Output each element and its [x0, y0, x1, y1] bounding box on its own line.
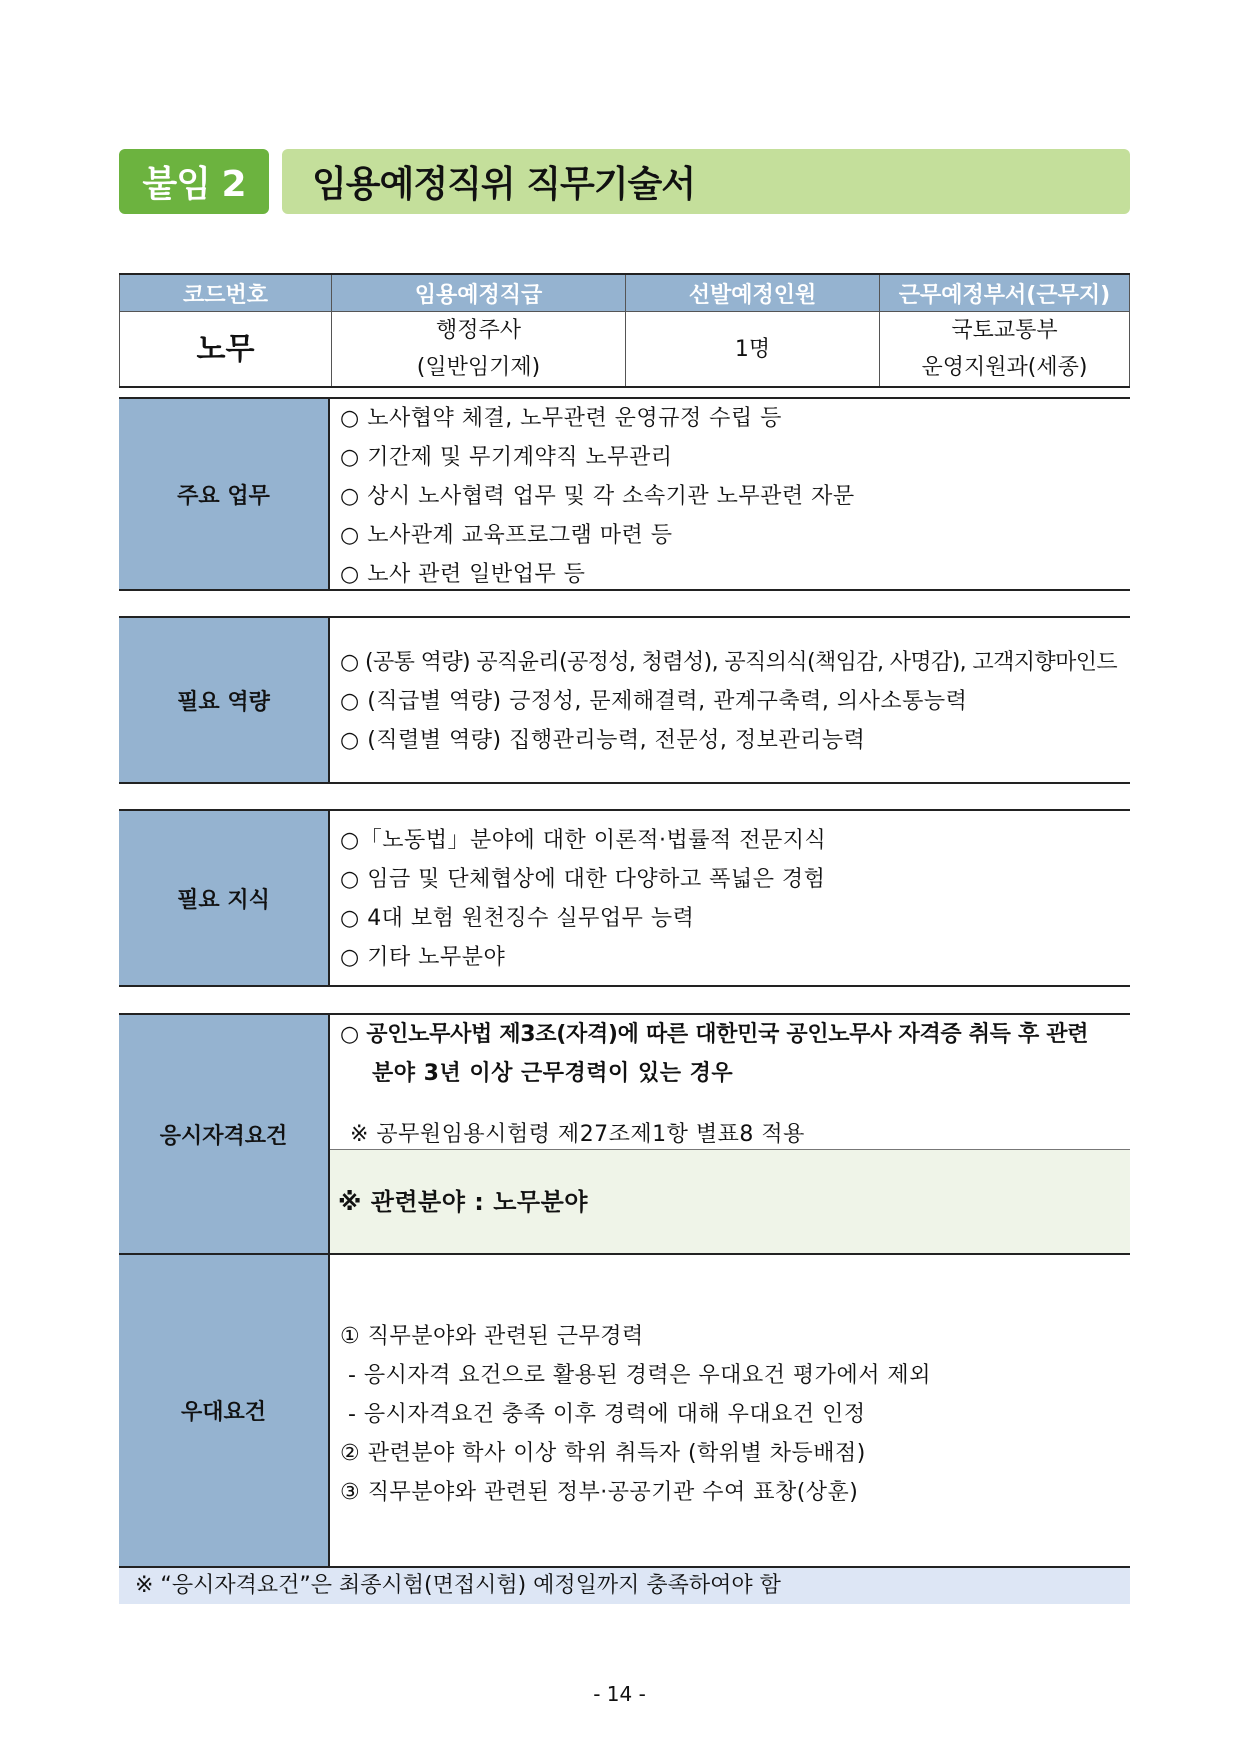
- competency-label: 필요 역량: [119, 618, 330, 782]
- list-item: ○ (직급별 역량) 긍정성, 문제해결력, 관계구축력, 의사소통능력: [340, 689, 968, 714]
- page-number: - 14 -: [593, 1682, 646, 1706]
- list-item: - 응시자격 요건으로 활용된 경력은 우대요건 평가에서 제외: [348, 1363, 931, 1388]
- list-item: - 응시자격요건 충족 이후 경력에 대해 우대요건 인정: [348, 1402, 866, 1427]
- header-grade: 임용예정직급: [332, 274, 626, 312]
- table-header-row: [120, 274, 1130, 312]
- list-item: ○ (직렬별 역량) 집행관리능력, 전문성, 정보관리능력: [340, 728, 866, 753]
- grade-line1: 행정주사: [435, 318, 521, 343]
- knowledge-section: [119, 809, 1130, 987]
- list-item: ② 관련분야 학사 이상 학위 취득자 (학위별 차등배점): [340, 1441, 866, 1466]
- qualification-content: [330, 1015, 1130, 1253]
- grade-line2: (일반임기제): [416, 355, 541, 380]
- list-item: ○ 상시 노사협력 업무 및 각 소속기관 노무관련 자문: [340, 484, 855, 509]
- knowledge-label: 필요 지식: [119, 811, 330, 985]
- page-title: 임용예정직위 직무기술서: [282, 149, 1130, 214]
- dept-line1: 국토교통부: [951, 318, 1058, 343]
- list-item: ③ 직무분야와 관련된 정부·공공기관 수여 표창(상훈): [340, 1480, 859, 1505]
- qualification-section: [119, 1013, 1130, 1253]
- code-value: 노무: [120, 312, 332, 388]
- list-item: ○ 노사관계 교육프로그램 마련 등: [340, 523, 673, 548]
- qualification-line1: ○ 공인노무사법 제3조(자격)에 따른 대한민국 공인노무사 자격증 취득 후 관련: [340, 1022, 1089, 1047]
- competency-section: [119, 616, 1130, 784]
- list-item: ○「노동법」분야에 대한 이론적·법률적 전문지식: [340, 828, 827, 853]
- qualification-line2: 분야 3년 이상 근무경력이 있는 경우: [372, 1061, 734, 1086]
- dept-cell: [880, 312, 1130, 388]
- related-field-box: [330, 1150, 1130, 1255]
- list-item: ○ 기타 노무분야: [340, 945, 506, 970]
- preference-list: [330, 1255, 1130, 1566]
- header-count: 선발예정인원: [626, 274, 880, 312]
- position-info-table: [119, 273, 1130, 388]
- list-item: ○ 노사협약 체결, 노무관련 운영규정 수립 등: [340, 406, 782, 431]
- related-field: ※ 관련분야 : 노무분야: [338, 1188, 588, 1216]
- dept-line2: 운영지원과(세종): [921, 355, 1088, 380]
- duties-label: 주요 업무: [119, 399, 330, 589]
- list-item: ① 직무분야와 관련된 근무경력: [340, 1324, 644, 1349]
- qualification-main: [330, 1015, 1130, 1150]
- list-item: ○ 기간제 및 무기계약직 노무관리: [340, 445, 673, 470]
- list-item: ○ 노사 관련 일반업무 등: [340, 562, 586, 587]
- preference-section: [119, 1253, 1130, 1566]
- header-code: 코드번호: [120, 274, 332, 312]
- footnote: ※ “응시자격요건”은 최종시험(면접시험) 예정일까지 충족하여야 함: [119, 1566, 1130, 1604]
- header-dept: 근무예정부서(근무지): [880, 274, 1130, 312]
- competency-list: [330, 618, 1130, 782]
- qualification-note: ※ 공무원임용시험령 제27조제1항 별표8 적용: [350, 1122, 805, 1147]
- preference-label: 우대요건: [119, 1255, 330, 1566]
- duties-list: [330, 399, 1130, 589]
- grade-cell: [332, 312, 626, 388]
- duties-section: [119, 397, 1130, 591]
- list-item: ○ 임금 및 단체협상에 대한 다양하고 폭넓은 경험: [340, 867, 826, 892]
- knowledge-list: [330, 811, 1130, 985]
- attachment-label: 붙임 2: [119, 149, 269, 214]
- count-value: 1명: [626, 312, 880, 388]
- list-item: ○ (공통 역량) 공직윤리(공정성, 청렴성), 공직의식(책임감, 사명감), 고객지향마인드: [340, 650, 1118, 675]
- table-row: [120, 312, 1130, 388]
- qualification-label: 응시자격요건: [119, 1015, 330, 1253]
- list-item: ○ 4대 보험 원천징수 실무업무 능력: [340, 906, 695, 931]
